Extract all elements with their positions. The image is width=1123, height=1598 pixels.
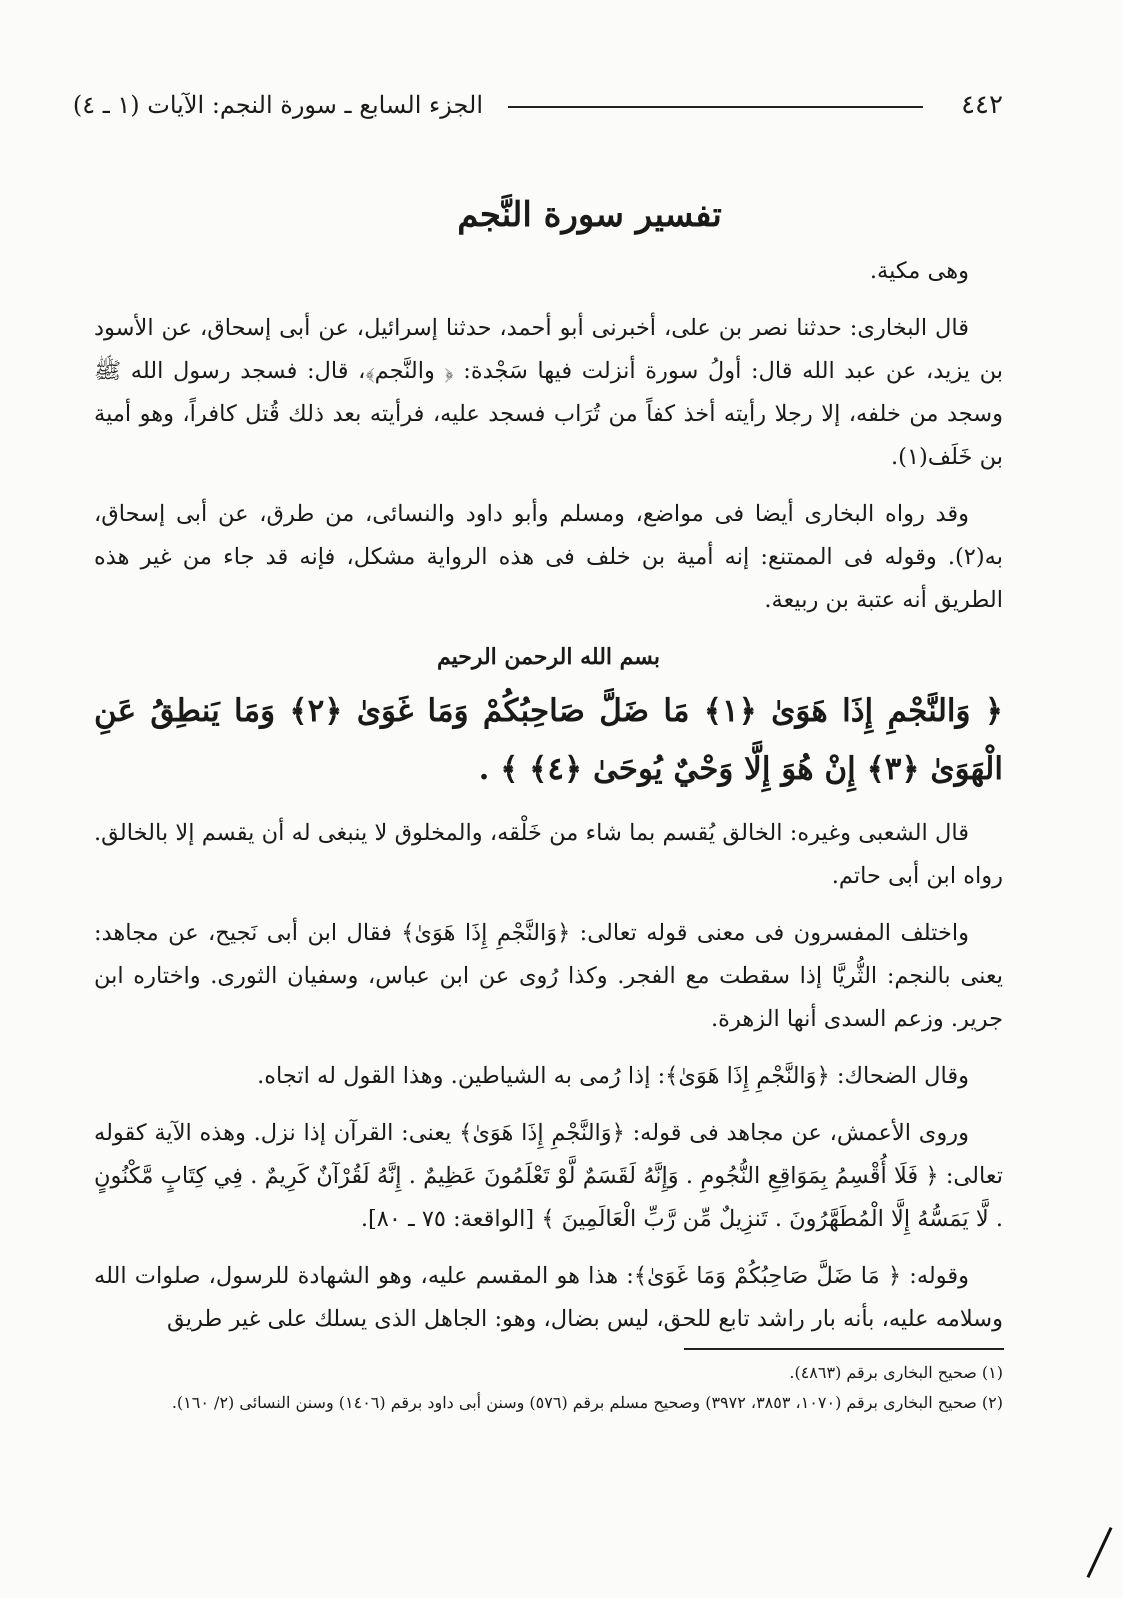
- footnote-1: (١) صحيح البخارى برقم (٤٨٦٣).: [789, 1363, 1003, 1382]
- basmala: بسم الله الرحمن الرحيم: [436, 644, 661, 670]
- paragraph-shabi: قال الشعبى وغيره: الخالق يُقسم بما شاء من خَلْقه، والمخلوق لا ينبغى له أن يقسم إلا بالخالق. رواه ابن أبى حاتم.: [94, 820, 1003, 889]
- footnotes: [94, 1356, 1003, 1420]
- page-corner-mark: [1087, 1527, 1113, 1578]
- paragraph-makkiyya: وهى مكية.: [869, 258, 969, 284]
- header-rule: [508, 106, 923, 108]
- paragraph-muqsam-alayh: وقوله: ﴿ مَا ضَلَّ صَاحِبُكُمْ وَمَا غَوَىٰ﴾: هذا هو المقسم عليه، وهو الشهادة للرسول، صلوات الله وسلامه عليه، بأنه بار راشد تابع للحق، ليس بضال، وهو: الجاهل الذى يسلك على غير طريق: [94, 1263, 1003, 1332]
- footnote-divider: [684, 1348, 1004, 1350]
- running-header: [72, 88, 1003, 128]
- main-text: [94, 250, 1003, 1355]
- paragraph-other-narrations: وقد رواه البخارى أيضا فى مواضع، ومسلم وأبو داود والنسائى، من طرق، عن أبى إسحاق، به(٢). وقوله فى الممتنع: إنه أمية بن خلف فى هذه الرواية مشكل، فإنه قد جاء من غير هذه الطريق أنه عتبة بن ربيعة.: [94, 501, 1003, 613]
- page-number: ٤٤٢: [961, 90, 1003, 120]
- paragraph-dahhak: وقال الضحاك: ﴿وَالنَّجْمِ إِذَا هَوَىٰ﴾: إذا رُمى به الشياطين. وهذا القول له اتجاه.: [257, 1063, 969, 1089]
- paragraph-amash: وروى الأعمش، عن مجاهد فى قوله: ﴿وَالنَّجْمِ إِذَا هَوَىٰ﴾ يعنى: القرآن إذا نزل. وهذه الآية كقوله تعالى: ﴿ فَلَا أُقْسِمُ بِمَوَاقِعِ النُّجُومِ . وَإِنَّهُ لَقَسَمٌ لَّوْ تَعْلَمُونَ عَظِيمٌ . إِنَّهُ لَقُرْآنٌ كَرِيمٌ . فِي كِتَابٍ مَّكْنُونٍ . لَّا يَمَسُّهُ إِلَّا الْمُطَهَّرُونَ . تَنزِيلٌ مِّن رَّبِّ الْعَالَمِينَ ﴾ [الواقعة: ٧٥ ـ ٨٠].: [94, 1120, 1003, 1232]
- running-header-title: الجزء السابع ـ سورة النجم: الآيات (١ ـ ٤): [72, 91, 483, 119]
- surah-title: تفسير سورة النَّجم: [457, 195, 722, 235]
- paragraph-mufassirun: واختلف المفسرون فى معنى قوله تعالى: ﴿وَالنَّجْمِ إِذَا هَوَىٰ﴾ فقال ابن أبى نَجيح، عن مجاهد: يعنى بالنجم: الثُّريَّا إذا سقطت مع الفجر. وكذا رُوى عن ابن عباس، وسفيان الثورى. واختاره ابن جرير. وزعم السدى أنها الزهرة.: [94, 920, 1003, 1032]
- quran-verses: ﴿ وَالنَّجْمِ إِذَا هَوَىٰ ﴿١﴾ مَا ضَلَّ صَاحِبُكُمْ وَمَا غَوَىٰ ﴿٢﴾ وَمَا يَنطِقُ عَنِ الْهَوَىٰ ﴿٣﴾ إِنْ هُوَ إِلَّا وَحْيٌ يُوحَىٰ ﴿٤﴾ ﴾ .: [94, 693, 1003, 787]
- paragraph-bukhari-hadith: قال البخارى: حدثنا نصر بن على، أخبرنى أبو أحمد، حدثنا إسرائيل، عن أبى إسحاق، عن الأسود بن يزيد، عن عبد الله قال: أولُ سورة أنزلت فيها سَجْدة: ﴿ والنَّجم﴾، قال: فسجد رسول الله ﷺ وسجد من خلفه، إلا رجلا رأيته أخذ كفاً من تُرَاب فسجد عليه، فرأيته بعد ذلك قُتل كافراً، وهو أمية بن خَلَف(١).: [94, 315, 1003, 470]
- footnote-2: (٢) صحيح البخارى برقم (١٠٧٠، ٣٨٥٣، ٣٩٧٢) وصحيح مسلم برقم (٥٧٦) وسنن أبى داود برقم (١٤٠٦) وسنن النسائى (٢/ ١٦٠).: [171, 1393, 1003, 1412]
